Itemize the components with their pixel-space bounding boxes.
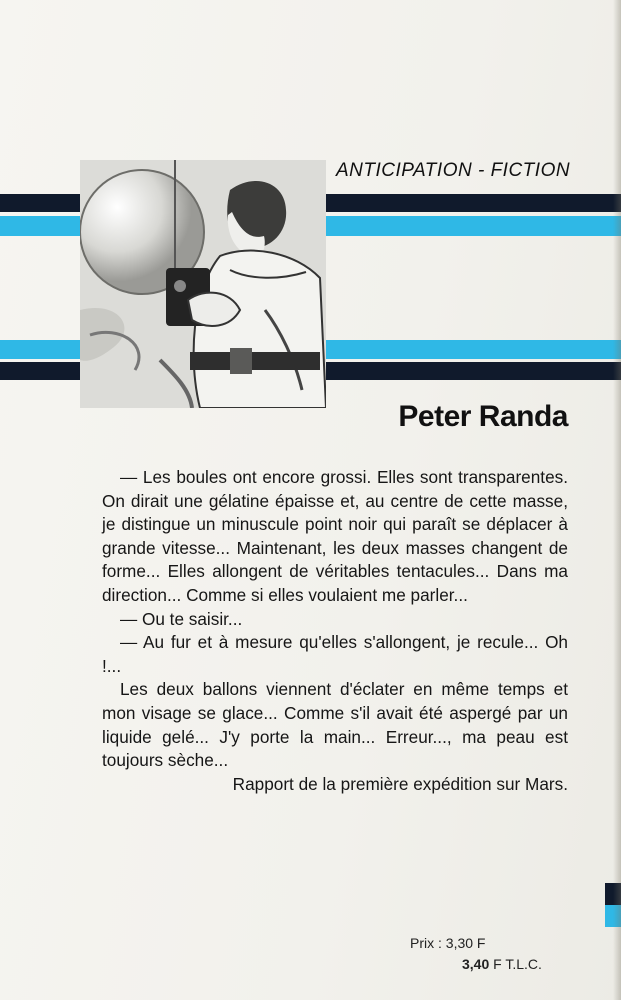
blurb-paragraph: — Au fur et à mesure qu'elles s'allongent, je recule... Oh !... <box>102 632 568 676</box>
price-label: Prix : <box>410 935 442 951</box>
price-line <box>400 933 570 954</box>
price-block <box>400 933 570 975</box>
blurb-paragraph: Les deux ballons viennent d'éclater en même temps et mon visage se glace... Comme s'il avait été aspergé par un liquide gelé... J'y porte la main... Erreur..., ma peau est toujours sèche... <box>102 679 568 771</box>
price-tlc-suffix: F T.L.C. <box>493 956 542 972</box>
blurb-paragraph: — Ou te saisir... <box>120 608 243 629</box>
belt <box>190 352 320 370</box>
astronaut-drawing <box>80 160 326 408</box>
blurb-paragraph: — Les boules ont encore grossi. Elles sont transparentes. On dirait une gélatine épaisse et, au centre de cette masse, je distingue un minuscule point noir qui paraît se déplacer à grande vitesse... Maintenant, les deux masses changent de forme... Elles allongent de véritables tentacules... Dans ma direction... Comme si elles voulaient me parler... <box>102 467 568 605</box>
astronaut-illustration <box>80 160 326 408</box>
series-title: ANTICIPATION - FICTION <box>336 160 571 181</box>
price-tlc-value: 3,40 <box>462 956 490 972</box>
price-line-tlc <box>400 954 570 975</box>
author-name: Peter Randa <box>398 400 568 433</box>
space-suit <box>194 251 326 408</box>
blurb-text <box>102 466 568 796</box>
blurb-paragraph: Rapport de la première expédition sur Mars. <box>232 773 568 794</box>
page-edge-shadow <box>613 0 621 1000</box>
price-value: 3,30 F <box>445 935 486 951</box>
